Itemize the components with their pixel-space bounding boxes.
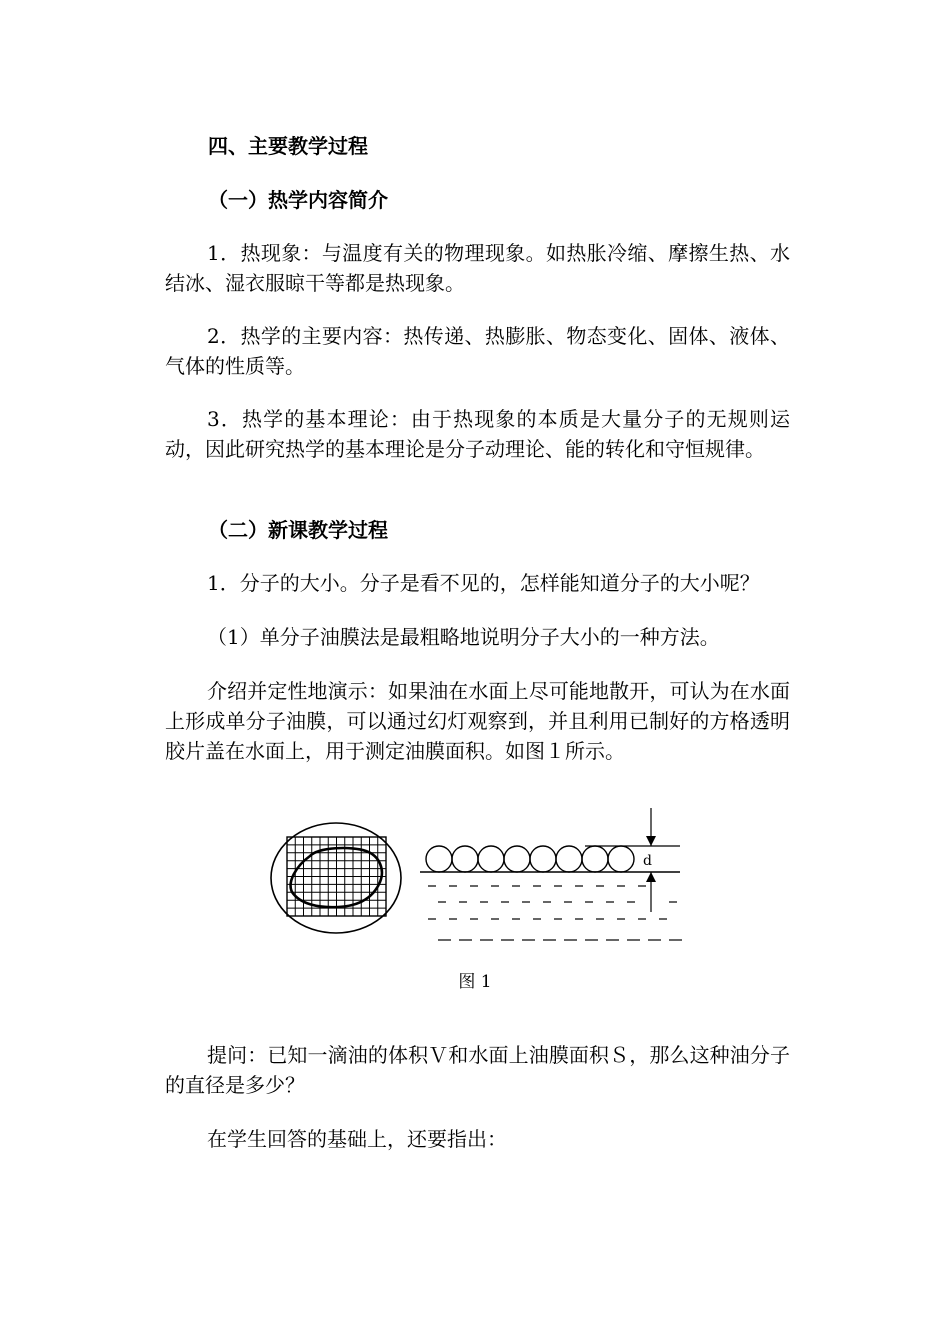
oil-molecule [452,846,478,872]
paragraph-heat-theory: 3．热学的基本理论：由于热现象的本质是大量分子的无规则运动，因此研究热学的基本理论是分子动理论、能的转化和守恒规律。 [165,407,790,461]
paragraph-molecule-size: 1．分子的大小。分子是看不见的，怎样能知道分子的大小呢？ [207,571,760,595]
oil-molecule [556,846,582,872]
section-title: 四、主要教学过程 [208,134,368,158]
oil-molecule [582,846,608,872]
paragraph-note: 在学生回答的基础上，还要指出： [207,1127,507,1151]
oil-molecules [426,846,634,872]
paragraph-oil-film-method: （1）单分子油膜法是最粗略地说明分子大小的一种方法。 [207,625,720,649]
arrow-down-head [646,836,656,846]
paragraph-question: 提问：已知一滴油的体积Ｖ和水面上油膜面积Ｓ，那么这种油分子的直径是多少？ [165,1043,790,1097]
subsection-title-1: （一）热学内容简介 [208,188,388,212]
paragraph-heat-content: 2．热学的主要内容：热传递、热膨胀、物态变化、固体、液体、气体的性质等。 [165,324,790,378]
figure-caption: 图 1 [458,972,492,992]
oil-molecule [530,846,556,872]
oil-molecule [608,846,634,872]
paragraph-demo: 介绍并定性地演示：如果油在水面上尽可能地散开，可认为在水面上形成单分子油膜，可以通过幻灯观察到，并且利用已制好的方格透明胶片盖在水面上，用于测定油膜面积。如图１所示。 [165,679,790,763]
arrow-up-head [646,872,656,882]
paragraph-heat-phenomena: 1．热现象：与温度有关的物理现象。如热胀冷缩、摩擦生热、水结冰、湿衣服晾干等都是热现象。 [165,241,790,295]
thickness-label-d: d [643,853,652,869]
oil-molecule [478,846,504,872]
water-dashes [428,886,682,940]
subsection-title-2: （二）新课教学过程 [208,518,388,542]
oil-molecule [426,846,452,872]
oil-molecule [504,846,530,872]
